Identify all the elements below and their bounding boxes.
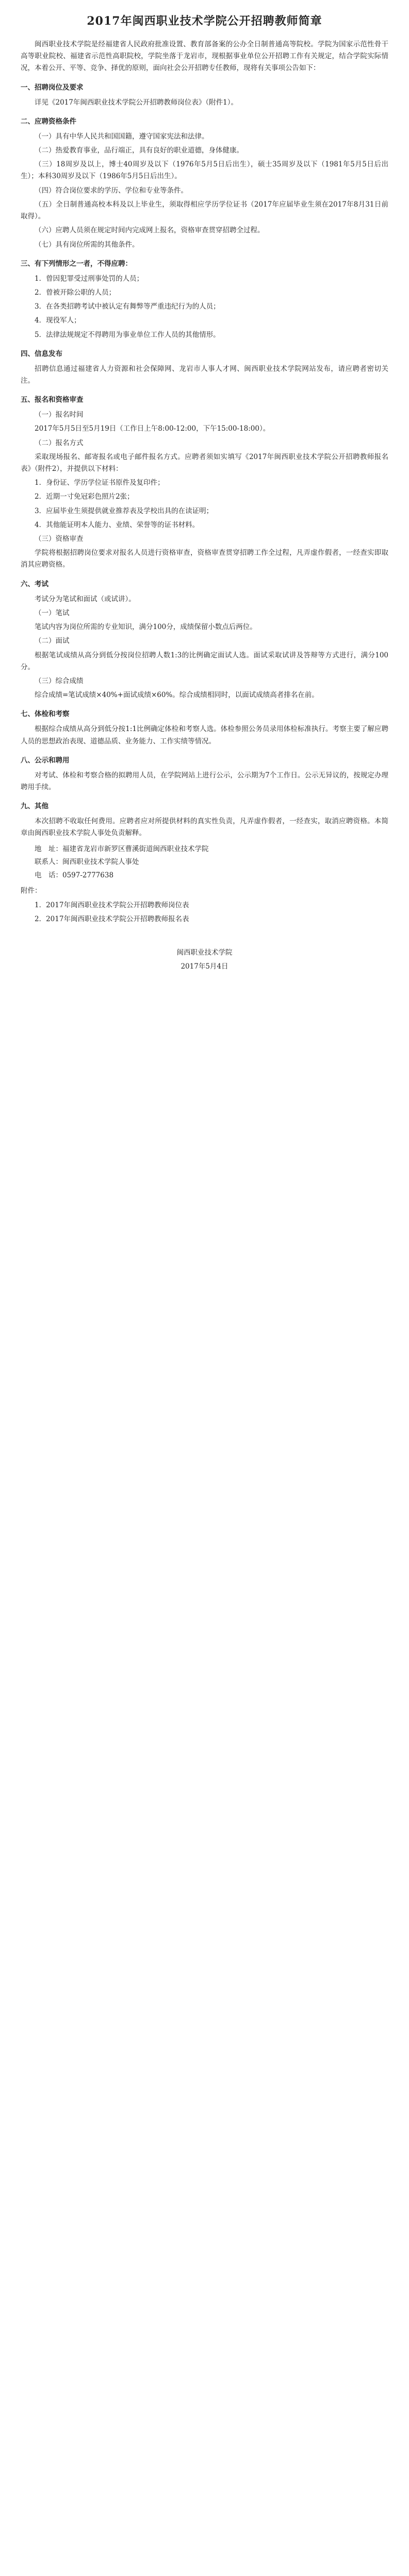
section-paragraph: 根据笔试成绩从高分到低分按岗位招聘人数1:3的比例确定面试人选。面试采取试讲及答辩等方式进行，满分100分。 <box>21 651 388 671</box>
section-paragraph: 考试分为笔试和面试（或试讲）。 <box>35 595 136 603</box>
section-paragraph: 3．在各类招聘考试中被认定有舞弊等严重违纪行为的人员； <box>35 302 220 311</box>
section-paragraph: 2．曾被开除公职的人员； <box>35 288 116 297</box>
contact-block <box>35 843 388 883</box>
section-paragraph: 本次招聘不收取任何费用。应聘者应对所提供材料的真实性负责，凡弄虚作假者，一经查实，取消应聘资格。本简章由闽西职业技术学院人事处负责解释。 <box>21 817 388 838</box>
section-paragraph: 根据综合成绩从高分到低分按1:1比例确定体检和考察人选。体检参照公务员录用体检标准执行。考察主要了解应聘人员的思想政治表现、道德品质、业务能力、工作实绩等情况。 <box>21 725 388 745</box>
section-paragraph: （二）面试 <box>35 637 70 646</box>
attachments-section <box>21 885 388 925</box>
section-heading: 九、其他 <box>21 802 48 811</box>
section-paragraph: （一）报名时间 <box>35 411 84 419</box>
section-7 <box>21 708 388 747</box>
section-paragraph: （四）符合岗位要求的学历、学位和专业等条件。 <box>35 186 188 195</box>
contact-unit-row <box>35 856 388 869</box>
sections-container <box>21 82 388 840</box>
document-title: 2017年闽西职业技术学院公开招聘教师简章 <box>87 14 322 28</box>
section-paragraph: 5．法律法规规定不得聘用为事业单位工作人员的其他情形。 <box>35 330 220 339</box>
attachment-item-2[interactable]: 2．2017年闽西职业技术学院公开招聘教师报名表 <box>35 914 189 923</box>
document-page <box>0 0 409 999</box>
section-paragraph: （二）热爱教育事业，品行端正，具有良好的职业道德，身体健康。 <box>35 146 243 155</box>
attachment-item-1[interactable]: 1．2017年闽西职业技术学院公开招聘教师岗位表 <box>35 901 189 909</box>
section-paragraph: 1．曾因犯罪受过刑事处罚的人员； <box>35 274 144 283</box>
contact-address-label: 地 址： <box>35 844 62 853</box>
section-heading: 八、公示和聘用 <box>21 756 70 765</box>
section-heading: 二、应聘资格条件 <box>21 117 76 126</box>
contact-unit: 闽西职业技术学院人事处 <box>62 858 139 867</box>
contact-unit-label: 联系人： <box>35 858 62 867</box>
section-paragraph: 学院将根据招聘岗位要求对报名人员进行资格审查，资格审查贯穿招聘工作全过程，凡弄虚作假者，一经查实即取消其应聘资格。 <box>21 549 388 569</box>
section-paragraph: 详见《2017年闽西职业技术学院公开招聘教师岗位表》（附件1）。 <box>35 98 238 107</box>
section-5 <box>21 394 388 571</box>
section-paragraph: （六）应聘人员须在规定时间内完成网上报名，资格审查贯穿招聘全过程。 <box>35 226 265 235</box>
section-paragraph: 4．现役军人； <box>35 316 81 325</box>
section-heading: 六、考试 <box>21 580 48 588</box>
section-paragraph: （五）全日制普通高校本科及以上毕业生，须取得相应学历学位证书（2017年应届毕业生须在2017年8月31日前取得）。 <box>21 200 388 221</box>
section-paragraph: 2．近期一寸免冠彩色照片2张； <box>35 493 134 501</box>
attachments-label: 附件： <box>21 887 42 895</box>
section-paragraph: 2017年5月5日至5月19日（工作日上午8:00-12:00，下午15:00-18:00）。 <box>35 425 270 433</box>
section-paragraph: （一）笔试 <box>35 608 70 617</box>
section-paragraph: （七）具有岗位所需的其他条件。 <box>35 240 139 249</box>
section-paragraph: 1．身份证、学历学位证书原件及复印件； <box>35 479 165 487</box>
section-heading: 一、招聘岗位及要求 <box>21 83 84 92</box>
section-paragraph: （三）18周岁及以上，博士40周岁及以下（1976年5月5日后出生），硕士35周岁及以下（1981年5月5日后出生）；本科30周岁及以下（1986年5月5日后出生）。 <box>21 160 388 181</box>
section-heading: 三、有下列情形之一者，不得应聘： <box>21 259 132 268</box>
section-heading: 五、报名和资格审查 <box>21 396 84 404</box>
section-paragraph: （三）资格审查 <box>35 535 84 544</box>
section-8 <box>21 755 388 793</box>
section-4 <box>21 348 388 387</box>
section-paragraph: 对考试、体检和考察合格的拟聘用人员，在学院网站上进行公示，公示期为7个工作日。公示无异议的，按规定办理聘用手续。 <box>21 771 388 791</box>
footer-org: 闽西职业技术学院 <box>176 948 233 957</box>
section-paragraph: 笔试内容为岗位所需的专业知识，满分100分，成绩保留小数点后两位。 <box>35 623 257 632</box>
section-paragraph: 3．应届毕业生须提供就业推荐表及学校出具的在读证明； <box>35 506 214 515</box>
section-paragraph: 4．其他能证明本人能力、业绩、荣誉等的证书材料。 <box>35 520 200 529</box>
contact-address: 福建省龙岩市新罗区曹溪街道闽西职业技术学院 <box>62 844 209 853</box>
section-3 <box>21 258 388 341</box>
intro-paragraph: 闽西职业技术学院是经福建省人民政府批准设置、教育部备案的公办全日制普通高等院校。学院为国家示范性骨干高等职业院校、福建省示范性高职院校，学院坐落于龙岩市，现根据事业单位公开招聘工作有关规定，结合学院实际情况，本着公开、平等、竞争、择优的原则，面向社会公开招聘专任教师，现将有关事项公告如下： <box>21 40 388 73</box>
section-1 <box>21 82 388 109</box>
contact-phone-row <box>35 869 388 883</box>
section-heading: 七、体检和考察 <box>21 710 70 719</box>
section-2 <box>21 116 388 251</box>
section-heading: 四、信息发布 <box>21 349 62 358</box>
section-paragraph: 招聘信息通过福建省人力资源和社会保障网、龙岩市人事人才网、闽西职业技术学院网站发布，请应聘者密切关注。 <box>21 364 388 385</box>
section-paragraph: （三）综合成绩 <box>35 676 84 685</box>
contact-phone: 0597-2777638 <box>62 871 114 879</box>
contact-address-row <box>35 843 388 856</box>
section-paragraph: 采取现场报名、邮寄报名或电子邮件报名方式。应聘者须如实填写《2017年闽西职业技术学院公开招聘教师报名表》（附件2），并提供以下材料： <box>21 452 388 473</box>
section-paragraph: （二）报名方式 <box>35 438 84 447</box>
section-9 <box>21 801 388 839</box>
section-paragraph: 综合成绩=笔试成绩×40%+面试成绩×60%。综合成绩相同时，以面试成绩高者排名在前。 <box>35 691 319 700</box>
footer-date: 2017年5月4日 <box>181 962 228 971</box>
contact-phone-label: 电 话： <box>35 871 62 879</box>
document-footer <box>21 946 388 974</box>
section-6 <box>21 579 388 702</box>
section-paragraph: （一）具有中华人民共和国国籍，遵守国家宪法和法律。 <box>35 132 209 141</box>
